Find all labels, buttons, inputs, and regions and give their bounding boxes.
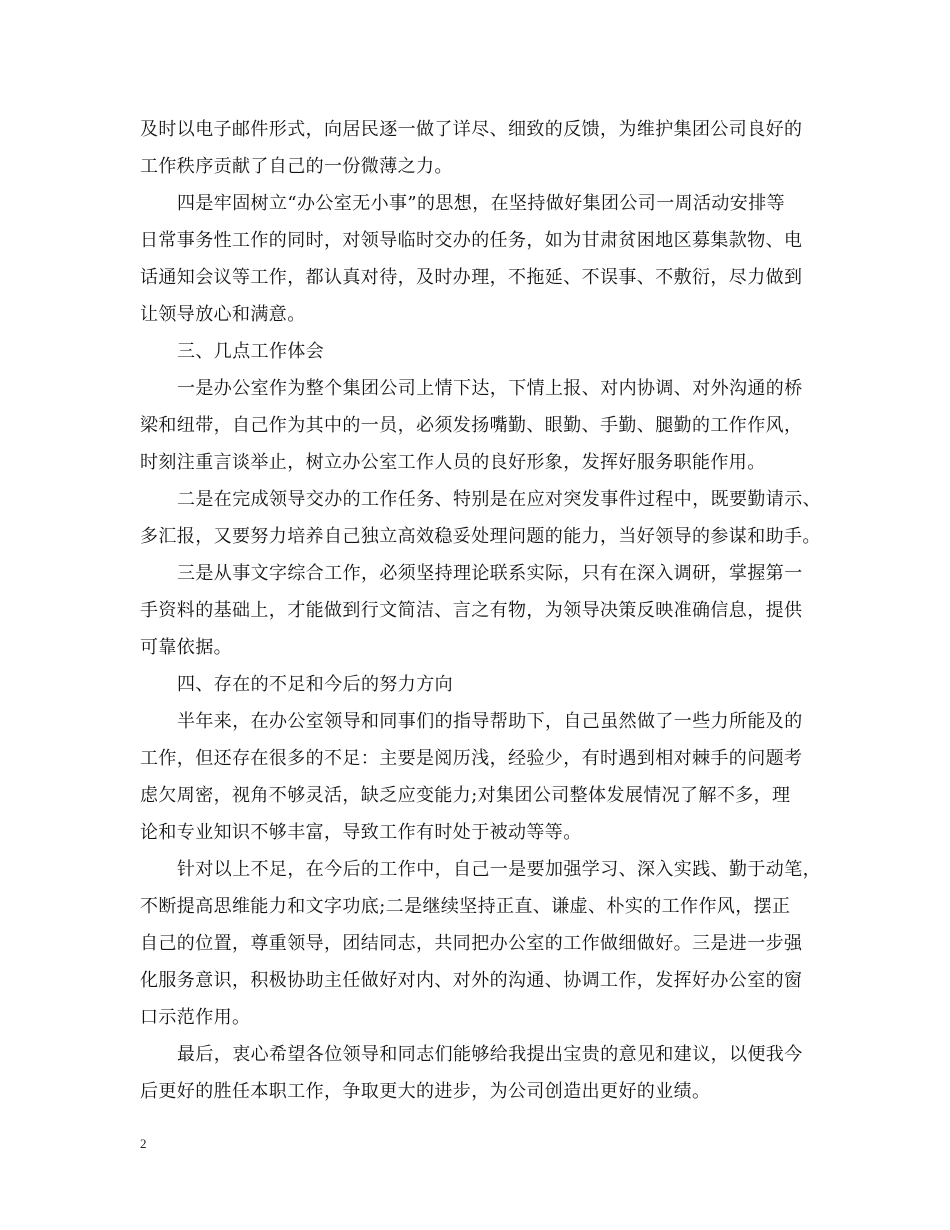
section-heading: 三、几点工作体会	[177, 341, 325, 362]
text-line: 让领导放心和满意。	[140, 304, 306, 325]
text-line: 日常事务性工作的同时，对领导临时交办的任务，如为甘肃贫困地区募集款物、电	[140, 230, 803, 251]
text-line: 可靠依据。	[140, 637, 232, 658]
text-line: 及时以电子邮件形式，向居民逐一做了详尽、细致的反馈，为维护集团公司良好的	[140, 119, 803, 140]
text-line: 时刻注重言谈举止，树立办公室工作人员的良好形象，发挥好服务职能作用。	[140, 452, 766, 473]
text-line: 自己的位置，尊重领导，团结同志，共同把办公室的工作做细做好。三是进一步强	[140, 933, 803, 954]
text-line: 工作，但还存在很多的不足：主要是阅历浅，经验少，有时遇到相对棘手的问题考	[140, 748, 803, 769]
text-line: 二是在完成领导交办的工作任务、特别是在应对突发事件过程中，既要勤请示、	[177, 489, 821, 510]
text-line: 不断提高思维能力和文字功底;二是继续坚持正直、谦虚、朴实的工作作风，摆正	[140, 896, 791, 917]
page-number: 2	[140, 1136, 147, 1151]
text-line: 手资料的基础上，才能做到行文简洁、言之有物，为领导决策反映准确信息，提供	[140, 600, 803, 621]
text-line: 论和专业知识不够丰富，导致工作有时处于被动等等。	[140, 822, 582, 843]
text-line: 四是牢固树立“办公室无小事”的思想，在坚持做好集团公司一周活动安排等	[177, 193, 786, 214]
text-line: 半年来，在办公室领导和同事们的指导帮助下，自己虽然做了一些力所能及的	[177, 711, 803, 732]
text-line: 工作秩序贡献了自己的一份微薄之力。	[140, 156, 453, 177]
text-line: 口示范作用。	[140, 1007, 251, 1028]
text-line: 梁和纽带，自己作为其中的一员，必须发扬嘴勤、眼勤、手勤、腿勤的工作作风，	[140, 415, 803, 436]
text-line: 化服务意识，积极协助主任做好对内、对外的沟通、协调工作，发挥好办公室的窗	[140, 970, 803, 991]
text-line: 针对以上不足，在今后的工作中，自己一是要加强学习、深入实践、勤于动笔，	[177, 859, 821, 880]
text-line: 虑欠周密，视角不够灵活，缺乏应变能力;对集团公司整体发展情况了解不多，理	[140, 785, 791, 806]
text-line: 后更好的胜任本职工作，争取更大的进步，为公司创造出更好的业绩。	[140, 1081, 711, 1102]
text-line: 三是从事文字综合工作，必须坚持理论联系实际，只有在深入调研，掌握第一	[177, 563, 803, 584]
text-line: 多汇报，又要努力培养自己独立高效稳妥处理问题的能力，当好领导的参谋和助手。	[140, 526, 821, 547]
text-line: 一是办公室作为整个集团公司上情下达，下情上报、对内协调、对外沟通的桥	[177, 378, 803, 399]
text-line: 话通知会议等工作，都认真对待，及时办理，不拖延、不误事、不敷衍，尽力做到	[140, 267, 803, 288]
section-heading: 四、存在的不足和今后的努力方向	[177, 674, 453, 695]
text-line: 最后，衷心希望各位领导和同志们能够给我提出宝贵的意见和建议，以便我今	[177, 1044, 803, 1065]
